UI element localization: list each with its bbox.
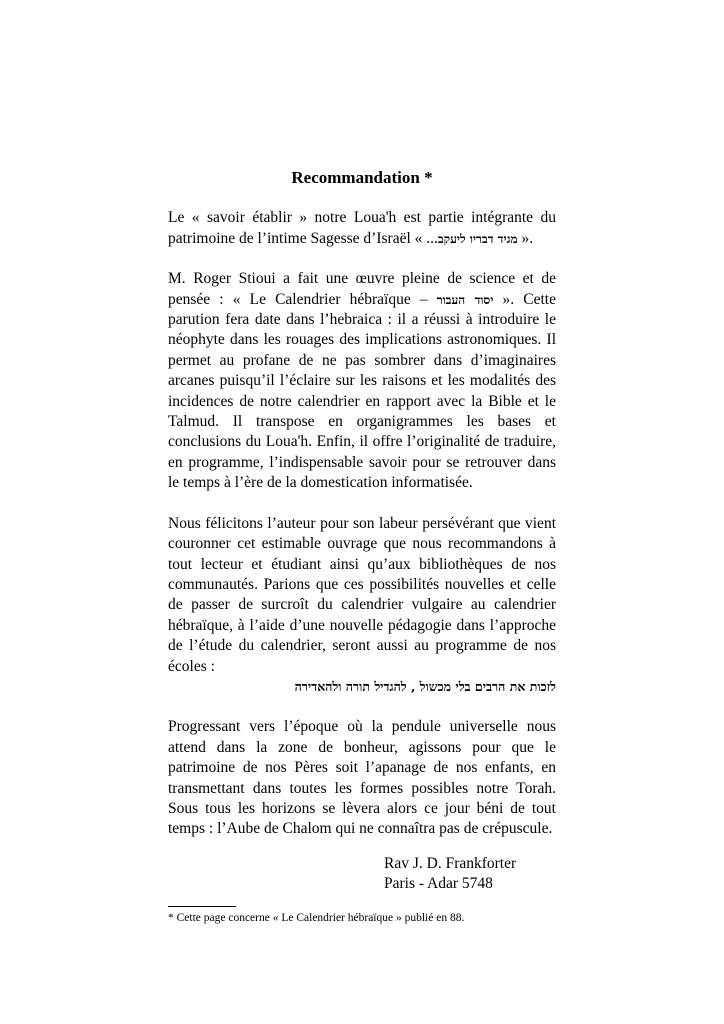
page-title: Recommandation * bbox=[291, 168, 433, 187]
signature-block bbox=[384, 854, 556, 894]
paragraph-1-end: ». bbox=[517, 229, 534, 247]
signature-place-date: Paris - Adar 5748 bbox=[384, 874, 493, 892]
paragraph-2-rest: ». Cette parution fera date dans l’hebraica : il a réussi à introduire le néophyte dans les rouages des implications astronomiques. Il permet au profane de ne pas sombrer dans d’imaginaires arcanes puisqu’il l’éclaire sur les raisons et les modalités des incidences de notre calendrier en rapport avec la Bible et le Talmud. Il transpose en organigrammes les bases et conclusions du Loua'h. Enfin, il offre l’originalité de traduire, en programme, l’indispensable savoir pour se retrouver dans le temps à l’ère de la domestication informatisée. bbox=[168, 290, 556, 492]
hebrew-quote-2: לזכות את הרבים בלי מכשול , להגדיל תורה ולהאדירה bbox=[294, 678, 556, 694]
hebrew-title: יסוד העבור bbox=[436, 292, 494, 307]
paragraph-2 bbox=[168, 269, 556, 493]
footnote-rule bbox=[168, 906, 236, 907]
signature-name: Rav J. D. Frankforter bbox=[384, 854, 517, 872]
footnote: * Cette page concerne « Le Calendrier hébraïque » publié en 88. bbox=[168, 911, 465, 924]
paragraph-1-text: Le « savoir établir » notre Loua'h est partie intégrante du patrimoine de l’intime Sagesse d’Israël « ... bbox=[168, 209, 556, 247]
hebrew-quote-1: מגיד דבריו ליעקב bbox=[437, 231, 518, 246]
paragraph-4: Progressant vers l’époque où la pendule universelle nous attend dans la zone de bonheur, agissons pour que le patrimoine de nos Pères soit l’apanage de nos enfants, en transmettant dans toutes les formes possibles notre Torah. Sous tous les horizons se lèvera alors ce jour béni de tout temps : l’Aube de Chalom qui ne connaîtra pas de crépuscule. bbox=[168, 718, 556, 838]
document-page bbox=[168, 168, 556, 926]
paragraph-1 bbox=[168, 208, 556, 249]
paragraph-3-text: Nous félicitons l’auteur pour son labeur persévérant que vient couronner cet estimable ouvrage que nous recommandons à tout lecteur et étudiant ainsi qu’aux bibliothèques de nos communautés. Parions que ces possibilités nouvelles et celle de passer de surcroît du calendrier vulgaire au calendrier hébraïque, à l’aide d’une nouvelle pédagogie dans l’approche de l’étude du calendrier, seront aussi au programme de nos écoles : bbox=[168, 514, 556, 675]
paragraph-3 bbox=[168, 514, 556, 698]
paragraph-2-text: M. Roger Stioui a fait une œuvre pleine de science et de pensée : « Le Calendrier hébraïque – bbox=[168, 270, 556, 308]
